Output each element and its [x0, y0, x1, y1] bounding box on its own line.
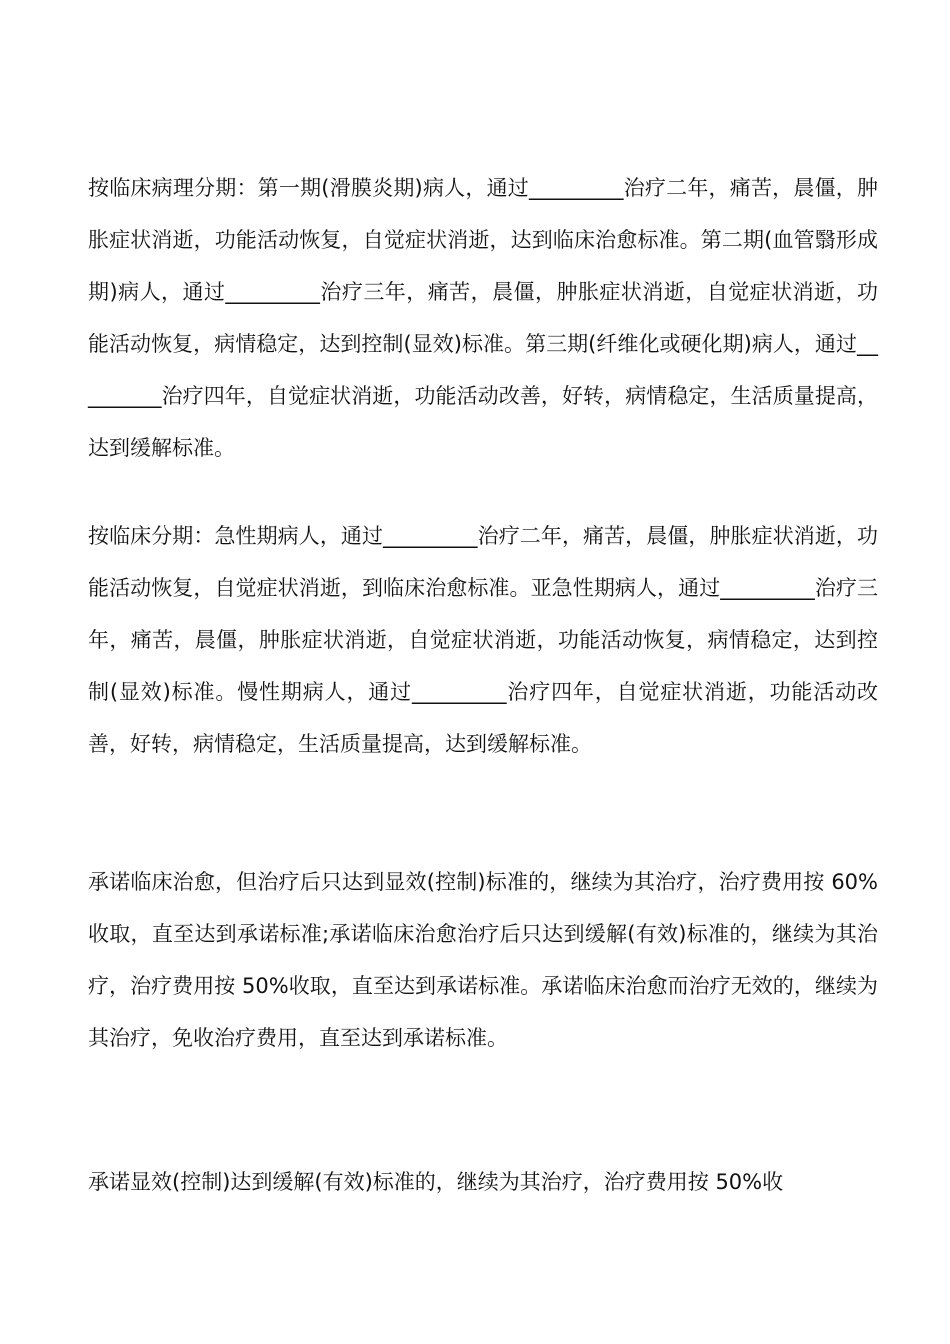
paragraph-effective-commitment: 承诺显效(控制)达到缓解(有效)标准的，继续为其治疗，治疗费用按 50%收 [88, 1170, 784, 1194]
paragraph-clinical-stages: 按临床分期：急性期病人，通过_________治疗二年，痛苦，晨僵，肿胀症状消逝，功能活动恢复，自觉症状消逝，到临床治愈标准。亚急性期病人，通过_________治疗三年，痛苦，晨僵，肿胀症状消逝，自觉症状消逝，功能活动恢复，病情稳定，达到控制(显效)标准。慢性期病人，通过_________治疗四年，自觉症状消逝，功能活动改善，好转，病情稳定，生活质量提高，达到缓解标准。 [88, 524, 878, 756]
paragraph-pathology-stages: 按临床病理分期：第一期(滑膜炎期)病人，通过_________治疗二年，痛苦，晨僵，肿胀症状消逝，功能活动恢复，自觉症状消逝，达到临床治愈标准。第二期(血管翳形成期)病人，通过_________治疗三年，痛苦，晨僵，肿胀症状消逝，自觉症状消逝，功能活动恢复，病情稳定，达到控制(显效)标准。第三期(纤维化或硬化期)病人，通过_________治疗四年，自觉症状消逝，功能活动改善，好转，病情稳定，生活质量提高，达到缓解标准。 [88, 176, 878, 460]
paragraph-cure-commitment: 承诺临床治愈，但治疗后只达到显效(控制)标准的，继续为其治疗，治疗费用按 60%收取，直至达到承诺标准;承诺临床治愈治疗后只达到缓解(有效)标准的，继续为其治疗，治疗费用按 50%收取，直至达到承诺标准。承诺临床治愈而治疗无效的，继续为其治疗，免收治疗费用，直至达到承诺标准。 [88, 870, 878, 1050]
